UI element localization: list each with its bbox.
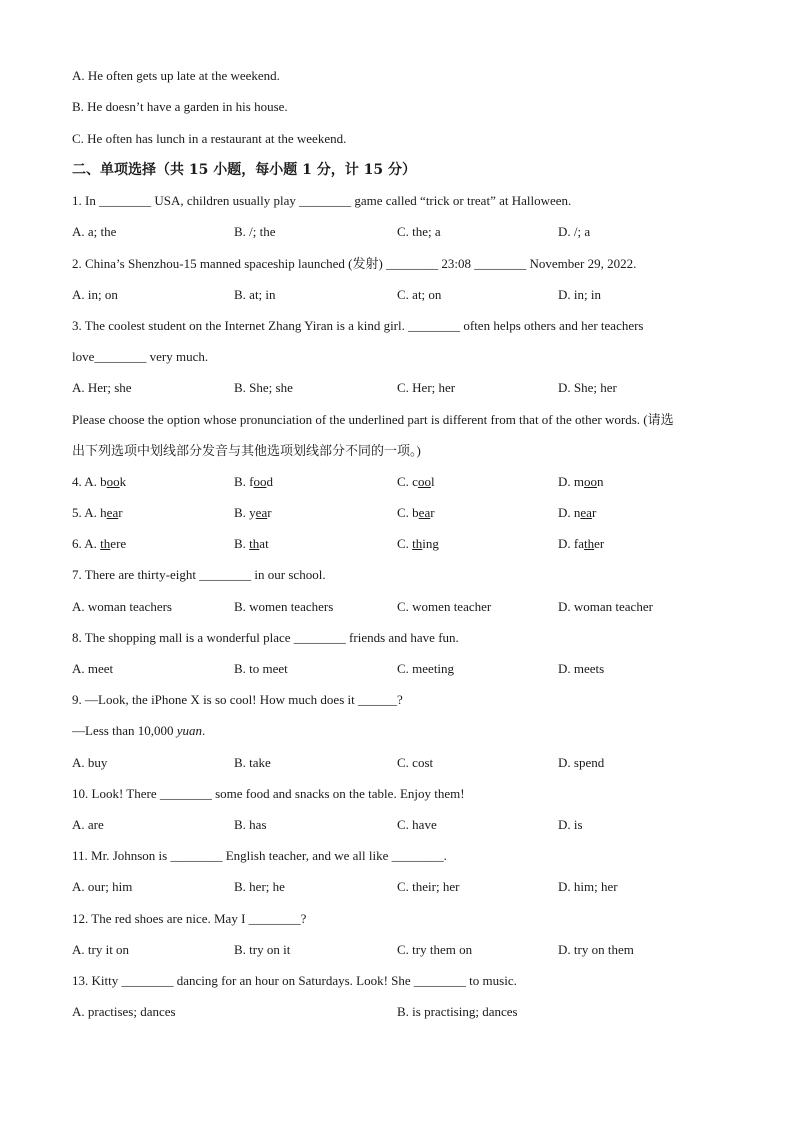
underlined-part: oo	[584, 474, 597, 489]
question-9-options	[0, 755, 794, 771]
option-b: B. women teachers	[234, 599, 334, 614]
option-b: B. to meet	[234, 661, 288, 676]
option-b: B. year	[234, 505, 272, 520]
question-9-stem-line-2: —Less than 10,000 yuan.	[72, 723, 206, 738]
option-c: C. the; a	[397, 224, 441, 239]
option-c: C. thing	[397, 536, 439, 551]
option-c: C. women teacher	[397, 599, 492, 614]
option-a: A. try it on	[72, 942, 130, 957]
question-11-stem: 11. Mr. Johnson is ________ English teacher, and we all like ________.	[72, 848, 447, 863]
underlined-part: ea	[106, 505, 119, 520]
option-a: A. Her; she	[72, 380, 132, 395]
option-b: B. has	[234, 817, 267, 832]
question-6-options	[0, 536, 794, 552]
option-d: D. spend	[558, 755, 605, 770]
option-a: 6. A. there	[72, 536, 127, 551]
option-d: D. woman teacher	[558, 599, 653, 614]
option-a: A. a; the	[72, 224, 117, 239]
option-b: B. her; he	[234, 879, 285, 894]
option-a: A. in; on	[72, 287, 118, 302]
option-b: B. take	[234, 755, 271, 770]
question-1-options	[0, 224, 794, 240]
option-d: D. meets	[558, 661, 605, 676]
italic-word: yuan	[176, 723, 202, 738]
question-13-options	[0, 1004, 794, 1020]
option-b: B. is practising; dances	[397, 1004, 518, 1019]
option-a: A. meet	[72, 661, 114, 676]
question-13-stem: 13. Kitty ________ dancing for an hour on Saturdays. Look! She ________ to music.	[72, 973, 517, 988]
underlined-part: th	[412, 536, 423, 551]
question-3-options	[0, 380, 794, 396]
underlined-part: ea	[418, 505, 431, 520]
option-b: B. /; the	[234, 224, 276, 239]
option-a: A. buy	[72, 755, 108, 770]
option-c: C. their; her	[397, 879, 460, 894]
underlined-part: th	[100, 536, 111, 551]
option-c: C. Her; her	[397, 380, 456, 395]
option-d: D. in; in	[558, 287, 601, 302]
question-10-options	[0, 817, 794, 833]
option-d: D. father	[558, 536, 605, 551]
option-c: C. have	[397, 817, 437, 832]
option-d: D. /; a	[558, 224, 591, 239]
option-d: D. is	[558, 817, 583, 832]
option-d: D. She; her	[558, 380, 617, 395]
option-b: B. at; in	[234, 287, 276, 302]
option-a: A. woman teachers	[72, 599, 172, 614]
underlined-part: th	[249, 536, 260, 551]
option-a: 5. A. hear	[72, 505, 123, 520]
underlined-part: ea	[580, 505, 592, 520]
option-d: D. him; her	[558, 879, 618, 894]
prev-option-c: C. He often has lunch in a restaurant at the weekend.	[72, 131, 347, 146]
option-c: C. meeting	[397, 661, 455, 676]
question-2-stem: 2. China’s Shenzhou-15 manned spaceship launched (发射) ________ 23:08 ________ November 29, 2022.	[72, 256, 637, 271]
option-c: C. at; on	[397, 287, 442, 302]
underlined-part: ea	[255, 505, 268, 520]
option-d: D. moon	[558, 474, 604, 489]
instruction-line-2: 出下列选项中划线部分发音与其他选项划线部分不同的一项。)	[72, 443, 421, 458]
underlined-part: th	[584, 536, 595, 551]
question-10-stem: 10. Look! There ________ some food and snacks on the table. Enjoy them!	[72, 786, 465, 801]
option-d: D. near	[558, 505, 597, 520]
option-c: C. bear	[397, 505, 435, 520]
question-4-options	[0, 474, 794, 490]
question-12-stem: 12. The red shoes are nice. May I ________?	[72, 911, 307, 926]
instruction-line-1: Please choose the option whose pronunciation of the underlined part is different from that of the other words. (请选	[72, 412, 674, 427]
underlined-part: oo	[106, 474, 120, 489]
question-9-stem-line-1: 9. —Look, the iPhone X is so cool! How much does it ______?	[72, 692, 403, 707]
prev-option-b: B. He doesn’t have a garden in his house.	[72, 99, 288, 114]
question-5-options	[0, 505, 794, 521]
question-7-options	[0, 599, 794, 615]
option-d: D. try on them	[558, 942, 634, 957]
underlined-part: oo	[417, 474, 431, 489]
option-a: A. are	[72, 817, 104, 832]
question-8-stem: 8. The shopping mall is a wonderful place ________ friends and have fun.	[72, 630, 459, 645]
question-1-stem: 1. In ________ USA, children usually play ________ game called “trick or treat” at Halloween.	[72, 193, 572, 208]
option-b: B. that	[234, 536, 269, 551]
question-8-options	[0, 661, 794, 677]
option-b: B. She; she	[234, 380, 293, 395]
prev-option-a: A. He often gets up late at the weekend.	[72, 68, 280, 83]
question-12-options	[0, 942, 794, 958]
question-11-options	[0, 879, 794, 895]
section-title: 二、单项选择（共 15 小题，每小题 1 分，计 15 分）	[72, 162, 416, 178]
option-b: B. food	[234, 474, 273, 489]
option-c: C. cost	[397, 755, 434, 770]
question-2-options	[0, 287, 794, 303]
option-a: A. our; him	[72, 879, 133, 894]
option-c: C. cool	[397, 474, 435, 489]
option-a: A. practises; dances	[72, 1004, 176, 1019]
option-a: 4. A. book	[72, 474, 127, 489]
option-b: B. try on it	[234, 942, 291, 957]
question-3-stem-line-2: love________ very much.	[72, 349, 209, 364]
question-7-stem: 7. There are thirty-eight ________ in our school.	[72, 567, 326, 582]
option-c: C. try them on	[397, 942, 473, 957]
underlined-part: oo	[253, 474, 267, 489]
question-3-stem-line-1: 3. The coolest student on the Internet Zhang Yiran is a kind girl. ________ often helps others and her teachers	[72, 318, 644, 333]
